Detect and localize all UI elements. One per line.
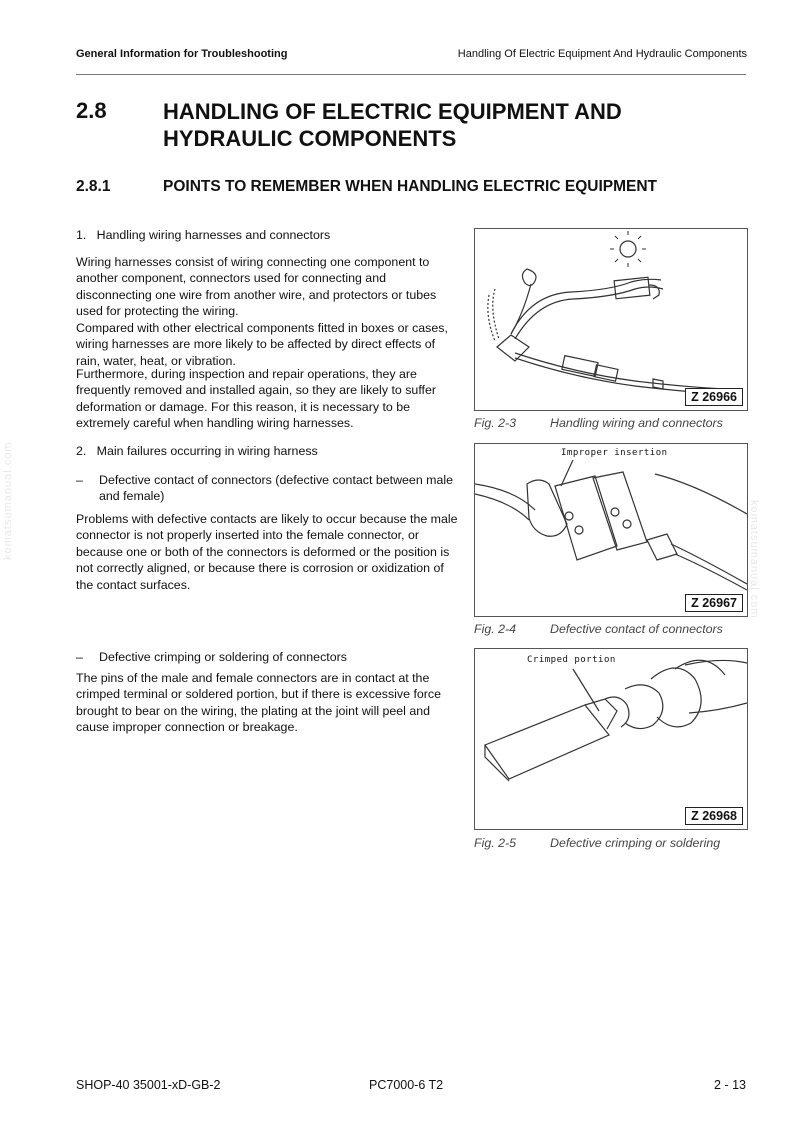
harness-illustration <box>475 229 747 410</box>
figure-code: Z 26966 <box>685 388 743 406</box>
paragraph-4: Problems with defective contacts are likely to occur because the male connector is not properly inserted into the female connector, or because one or both of the connectors is deformed or the position is not correctly aligned, or because there is corrosion or oxidization of the contact surfaces. <box>76 512 458 592</box>
watermark-right: komatsumanual.com <box>748 500 760 619</box>
footer-model: PC7000-6 T2 <box>369 1078 444 1092</box>
item-1-heading: 1. Handling wiring harnesses and connectors <box>76 228 331 242</box>
failure-item-defective-crimping: Defective crimping or soldering of connectors <box>99 650 347 664</box>
footer-document-code: SHOP-40 35001-xD-GB-2 <box>76 1078 221 1092</box>
watermark-left: komatsumanual.com <box>2 441 14 560</box>
figure-caption <box>474 622 723 636</box>
section-number: 2.8 <box>76 98 107 123</box>
paragraph-3: Furthermore, during inspection and repair operations, they are frequently removed and installed again, so they are likely to suffer deformation or damage. For this reason, it is necessary to be extremely careful when handling wiring harnesses. <box>76 367 436 431</box>
section-title: HANDLING OF ELECTRIC EQUIPMENT AND HYDRAULIC COMPONENTS <box>163 99 622 151</box>
figure-title: Handling wiring and connectors <box>550 416 723 430</box>
item-2-heading: 2. Main failures occurring in wiring harness <box>76 444 318 458</box>
paragraph-1: Wiring harnesses consist of wiring connecting one component to another component, connectors used for connecting and disconnecting one wire from another wire, and protectors or tubes used for protecting the wiring. <box>76 255 437 319</box>
terminal-illustration <box>475 649 747 829</box>
running-header-right: Handling Of Electric Equipment And Hydraulic Components <box>457 48 747 60</box>
header-divider <box>76 74 746 75</box>
figure-caption <box>474 416 723 430</box>
figure-caption <box>474 836 720 850</box>
figure-crimped-portion <box>474 648 748 830</box>
page-number: 2 - 13 <box>714 1078 746 1092</box>
figure-title: Defective contact of connectors <box>550 622 723 636</box>
figure-code: Z 26968 <box>685 807 743 825</box>
subsection-title: POINTS TO REMEMBER WHEN HANDLING ELECTRIC EQUIPMENT <box>163 178 658 195</box>
figure-code: Z 26967 <box>685 594 743 612</box>
dash-bullet: – <box>76 650 83 664</box>
figure-wiring-harness <box>474 228 748 411</box>
figure-improper-insertion <box>474 443 748 617</box>
figure-number: Fig. 2-5 <box>474 836 517 850</box>
running-header-left: General Information for Troubleshooting <box>76 48 288 60</box>
figure-callout-label: Improper insertion <box>561 448 668 458</box>
subsection-number: 2.8.1 <box>76 178 111 195</box>
figure-number: Fig. 2-3 <box>474 416 517 430</box>
connector-illustration <box>475 444 747 616</box>
dash-bullet: – <box>76 473 83 487</box>
failure-item-defective-contact: Defective contact of connectors (defective contact between male and female) <box>99 473 454 504</box>
paragraph-2: Compared with other electrical components fitted in boxes or cases, wiring harnesses are more likely to be affected by direct effects of rain, water, heat, or vibration. <box>76 321 448 368</box>
figure-title: Defective crimping or soldering <box>550 836 721 850</box>
figure-callout-label: Crimped portion <box>527 655 616 665</box>
paragraph-5: The pins of the male and female connectors are in contact at the crimped terminal or soldered portion, but if there is excessive force brought to bear on the wiring, the plating at the joint will peel and cause improper connection or breakage. <box>76 671 441 735</box>
figure-number: Fig. 2-4 <box>474 622 517 636</box>
